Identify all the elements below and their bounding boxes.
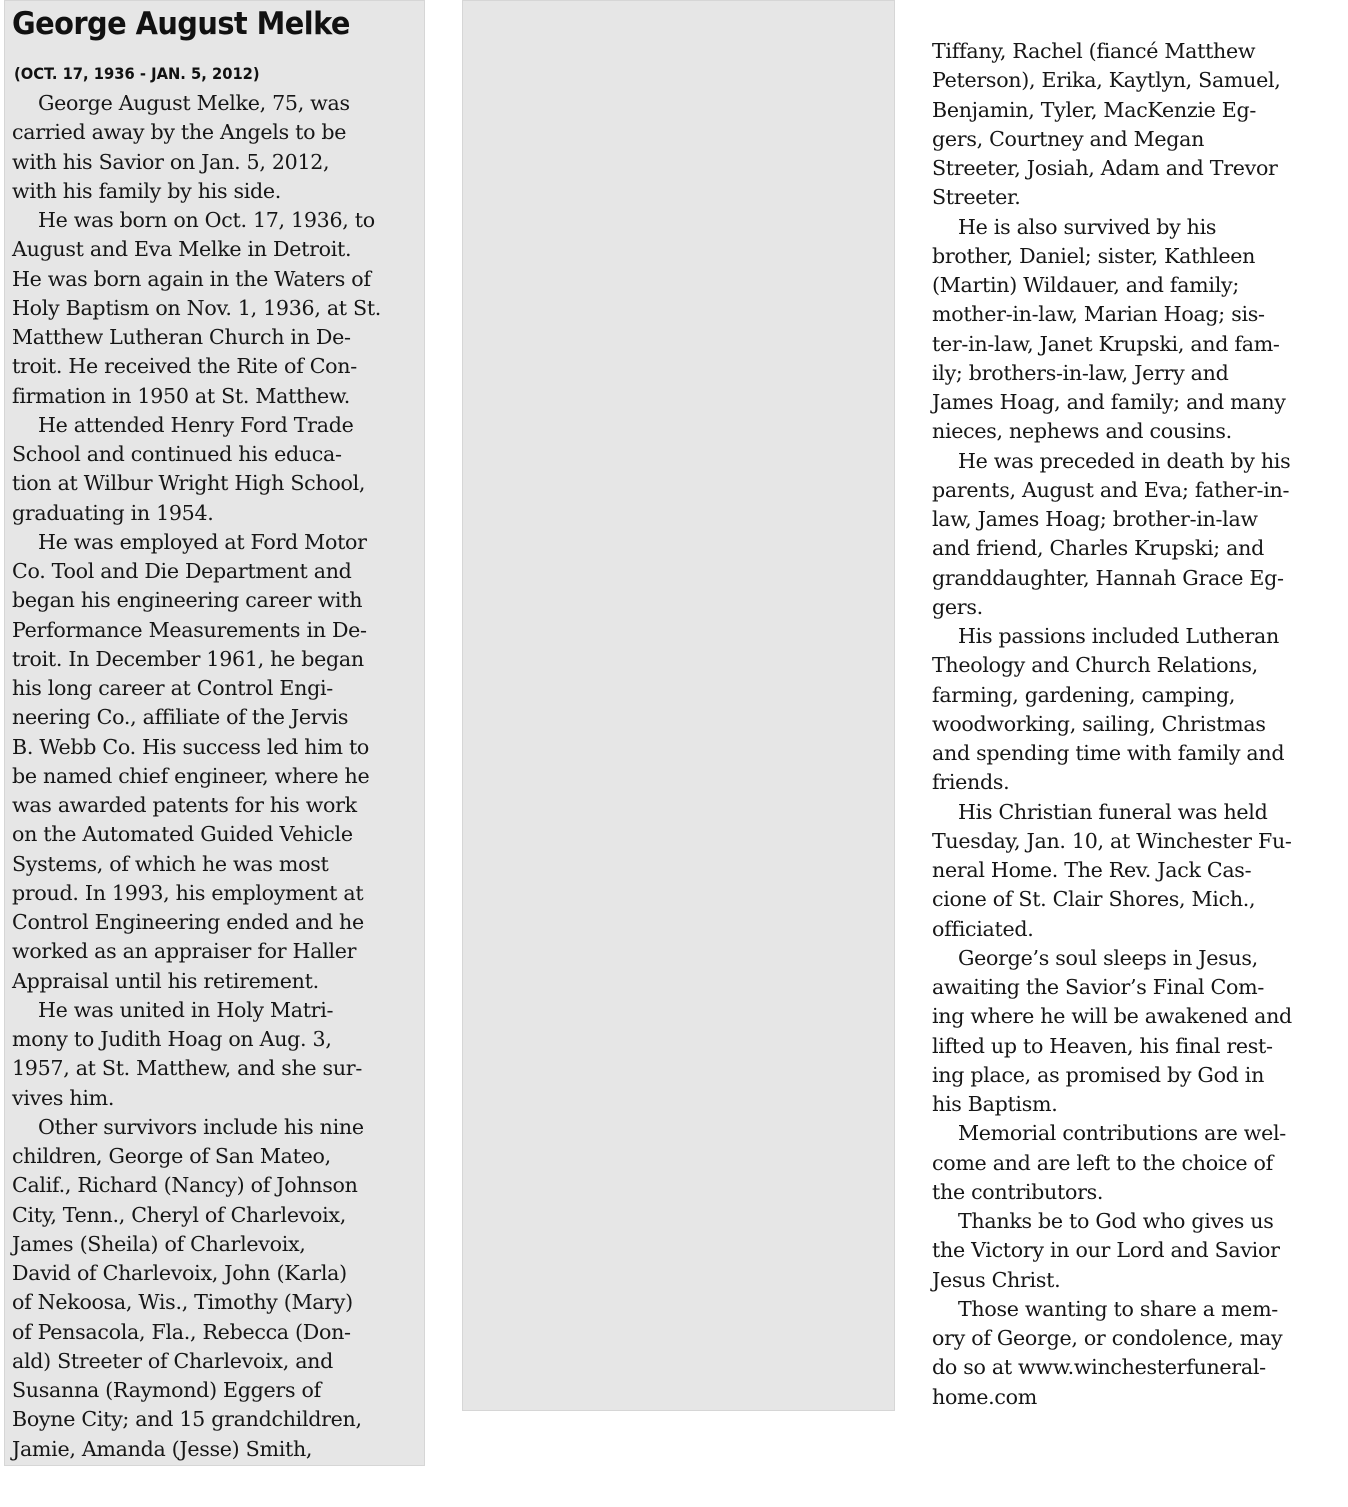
text-line: his long career at Control Engi- [12,676,333,700]
text-line: Calif., Richard (Nancy) of Johnson [12,1173,358,1198]
text-line: ing where he will be awakened and [932,1004,1292,1029]
text-line: Jesus Christ. [932,1267,1061,1292]
text-line: friends. [932,770,1010,795]
text-line: His Christian funeral was held [958,799,1268,824]
text-line: August and Eva Melke in Detroit. [12,237,352,262]
text-line: School and continued his educa- [12,442,342,466]
text-line: Benjamin, Tyler, MacKenzie Eg- [932,97,1257,122]
text-line: and friend, Charles Krupski; and [932,536,1264,561]
text-line: Appraisal until his retirement. [12,968,319,993]
text-line: Those wanting to share a mem- [958,1296,1278,1321]
text-line: lifted up to Heaven, his final rest- [932,1033,1273,1058]
text-line: B. Webb Co. His success led him to [12,734,370,759]
text-line: proud. In 1993, his employment at [12,880,364,905]
text-line: his Baptism. [932,1092,1058,1116]
text-line: George’s soul sleeps in Jesus, [958,945,1258,970]
text-line: Control Engineering ended and he [12,910,364,934]
text-line: began his engineering career with [12,588,363,613]
text-line: Tiffany, Rachel (fiancé Matthew [932,39,1256,63]
text-line: Other survivors include his nine [38,1114,364,1139]
text-line: Streeter. [932,185,1021,210]
text-line: mother-in-law, Marian Hoag; sis- [932,302,1265,327]
text-line: graduating in 1954. [12,500,214,525]
text-line: James Hoag, and family; and many [932,390,1286,414]
text-line: mony to Judith Hoag on Aug. 3, [12,1027,332,1051]
text-line: (Martin) Wildauer, and family; [932,273,1239,297]
text-line: woodworking, sailing, Christmas [932,711,1266,736]
right-column-text [932,37,1348,1412]
text-line: was awarded patents for his work [12,793,357,817]
text-line: worked as an appraiser for Haller [12,939,357,964]
text-line: brother, Daniel; sister, Kathleen [932,243,1256,268]
left-column-text [12,89,422,1464]
text-line: He was employed at Ford Motor [38,529,367,554]
text-line: Streeter, Josiah, Adam and Trevor [932,156,1278,180]
text-line: parents, August and Eva; father-in- [932,477,1290,502]
text-line: and spending time with family and [932,741,1285,765]
text-line: neral Home. The Rev. Jack Cas- [932,858,1252,882]
text-line: home.com [932,1384,1037,1409]
text-line: Performance Measurements in De- [12,617,367,642]
text-line: Tuesday, Jan. 10, at Winchester Fu- [932,828,1292,853]
text-line: of Nekoosa, Wis., Timothy (Mary) [12,1290,353,1315]
text-line: granddaughter, Hannah Grace Eg- [932,565,1284,590]
text-line: officiated. [932,916,1034,941]
text-line: ing place, as promised by God in [932,1062,1265,1087]
text-line: vives him. [12,1085,115,1110]
text-line: Thanks be to God who gives us [958,1209,1274,1233]
text-line: Susanna (Raymond) Eggers of [12,1378,321,1402]
text-line: troit. He received the Rite of Con- [12,354,357,379]
text-line: with his Savior on Jan. 5, 2012, [12,149,330,174]
text-line: cione of St. Clair Shores, Mich., [932,887,1256,912]
text-line: awaiting the Savior’s Final Com- [932,975,1264,999]
text-line: He was born again in the Waters of [12,266,371,291]
text-line: of Pensacola, Fla., Rebecca (Don- [12,1319,351,1344]
text-line: nieces, nephews and cousins. [932,419,1232,444]
text-line: 1957, at St. Matthew, and she sur- [12,1056,362,1081]
obituary-headline: George August Melke [12,6,350,42]
text-line: He was united in Holy Matri- [38,997,334,1022]
text-line: Matthew Lutheran Church in De- [12,325,351,349]
text-line: He attended Henry Ford Trade [38,412,354,437]
text-line: Theology and Church Relations, [932,653,1258,678]
text-line: Holy Baptism on Nov. 1, 1936, at St. [12,295,382,320]
text-line: City, Tenn., Cheryl of Charlevoix, [12,1202,346,1227]
text-line: do so at www.winchesterfuneral- [932,1355,1266,1380]
text-line: troit. In December 1961, he began [12,646,364,671]
text-line: on the Automated Guided Vehicle [12,822,353,847]
obituary-dates: (OCT. 17, 1936 - JAN. 5, 2012) [14,64,260,83]
text-line: ory of George, or condolence, may [932,1326,1283,1350]
text-line: law, James Hoag; brother-in-law [932,507,1258,531]
text-line: tion at Wilbur Wright High School, [12,471,366,496]
text-line: with his family by his side. [12,178,282,203]
text-line: Memorial contributions are wel- [958,1121,1286,1146]
clipping-right-column [462,0,1292,1411]
text-line: Peterson), Erika, Kaytlyn, Samuel, [932,68,1281,93]
text-line: ald) Streeter of Charlevoix, and [12,1348,334,1373]
text-line: children, George of San Mateo, [12,1144,331,1168]
text-line: He was preceded in death by his [958,448,1291,473]
text-line: carried away by the Angels to be [12,120,347,145]
text-line: gers, Courtney and Megan [932,126,1205,151]
text-line: David of Charlevoix, John (Karla) [12,1261,347,1285]
text-line: His passions included Lutheran [958,624,1280,648]
clipping-left-column [4,0,425,1466]
text-line: Co. Tool and Die Department and [12,559,352,583]
text-line: farming, gardening, camping, [932,682,1236,707]
text-line: James (Sheila) of Charlevoix, [12,1231,306,1256]
text-line: firmation in 1950 at St. Matthew. [12,383,351,408]
text-line: be named chief engineer, where he [12,763,370,788]
text-line: Jamie, Amanda (Jesse) Smith, [12,1436,313,1461]
text-line: Systems, of which he was most [12,851,329,876]
text-line: gers. [932,594,983,619]
text-line: He was born on Oct. 17, 1936, to [38,208,375,232]
text-line: neering Co., affiliate of the Jervis [12,705,349,730]
text-line: the Victory in our Lord and Savior [932,1238,1280,1263]
text-line: the contributors. [932,1179,1104,1204]
text-line: ily; brothers-in-law, Jerry and [932,360,1229,385]
text-line: ter-in-law, Janet Krupski, and fam- [932,331,1280,356]
text-line: Boyne City; and 15 grandchildren, [12,1407,362,1432]
text-line: He is also survived by his [958,214,1217,239]
text-line: George August Melke, 75, was [38,91,350,115]
text-line: come and are left to the choice of [932,1150,1273,1175]
